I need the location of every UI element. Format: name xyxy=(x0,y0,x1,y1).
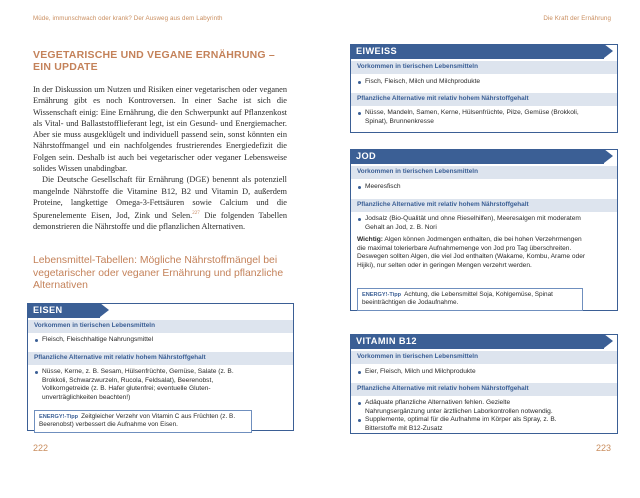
eisen-alternative-label: Pflanzliche Alternative mit relativ hohem Nährstoffgehalt xyxy=(28,352,293,365)
jod-alternative-list xyxy=(351,212,617,232)
paragraph-1: In der Diskussion um Nutzen und Risiken einer vegetarischen oder veganen Ernährung gibt es noch Kontroversen. In einer Sache ist sich die Wissenschaft einig: Eine Ernährung, die den Schwerpunkt auf Pflanzenkost als Vital- und Ballaststofflieferant legt, ist ein Gesund- und Energiemacher. Aber sie muss ausgeklügelt und individuell passend sein, sonst könnten ein Nährstoffmangel und ein nachfolgendes frustrierendes Energiedefizit die Folgen sein. Deshalb ist auch bei vegetarischer oder veganer Lebensweise solides Wissen unabdingbar. xyxy=(33,85,287,174)
table-sub-heading: Lebensmittel-Tabellen: Mögliche Nährstoffmängel bei vegetarischer oder veganer Ernährung und pflanzliche Alternativen xyxy=(33,255,284,291)
vitamin-b12-title: VITAMIN B12 xyxy=(350,334,604,349)
list-item: Eier, Fleisch, Milch und Milchprodukte xyxy=(365,368,611,377)
paragraph-2 xyxy=(33,174,287,232)
jod-tip-box xyxy=(357,288,583,311)
running-head-left: Müde, immunschwach oder krank? Der Ausweg aus dem Labyrinth xyxy=(33,15,223,22)
paragraph-2-end: Die folgenden Tabellen demonstrieren die Nährstoffe und die pflanzlichen Alternativen. xyxy=(33,211,287,232)
paragraph-2-text: Die Deutsche Gesellschaft für Ernährung (DGE) benennt als potenziell mangelnde Nährstoffe die Vitamine B12, B2 und Vitamin D, außerdem Proteine, langkettige Omega-3-Fettsäuren sowie Calcium und die Spurenelemente Eisen, Jod, Zink und Selen. xyxy=(33,175,287,221)
vitamin-b12-occurrence-label: Vorkommen in tierischen Lebensmitteln xyxy=(351,351,617,364)
jod-title: JOD xyxy=(350,149,604,164)
section-title: VEGETARISCHE UND VEGANE ERNÄHRUNG – EIN UPDATE xyxy=(33,49,275,73)
list-item: Nüsse, Kerne, z. B. Sesam, Hülsenfrüchte, Gemüse, Salate (z. B. Brokkoli, Schwarzwurzeln, Rucola, Feldsalat), Beerenobst, Vollkorngetreide (z. B. Hafer glutenfrei; eventuelle Gluten-unverträglichkeiten beachten!) xyxy=(42,368,253,402)
jod-alternative-label: Pflanzliche Alternative mit relativ hohem Nährstoffgehalt xyxy=(351,199,617,212)
eiweiss-alternative-list xyxy=(351,106,617,126)
right-page xyxy=(320,0,640,498)
eiweiss-occurrence-label: Vorkommen in tierischen Lebensmitteln xyxy=(351,61,617,74)
eisen-title: EISEN xyxy=(27,303,100,318)
eisen-alternative-list xyxy=(28,365,293,402)
list-item: Jodsalz (Bio-Qualität und ohne Rieselhilfen), Meeresalgen mit moderatem Gehalt an Jod, z. B. Nori xyxy=(365,215,583,232)
important-label: Wichtig: xyxy=(357,236,383,243)
important-text: Algen können Jodmengen enthalten, die bei hohen Verzehrmengen die maximal tolerierbare Aufnahmemenge von Jod pro Tag überschreiten. Deswegen sollten Algen, die viel Jod enthalten (Wakame, Kombu, Arame oder Hijiki), nur selten oder in geringen Mengen verzehrt werden. xyxy=(357,236,586,269)
jod-occurrence-list xyxy=(351,180,617,192)
body-text xyxy=(33,84,287,233)
eiweiss-occurrence-list xyxy=(351,75,617,87)
tip-label: ENERGY!-Tipp xyxy=(39,414,79,420)
list-item: Adäquate pflanzliche Alternativen fehlen. Gezielte Nahrungsergänzung unter ärztlichen Laborkontrollen notwendig. xyxy=(365,399,567,416)
page-number-left: 222 xyxy=(33,443,49,453)
tip-text: Achtung, die Lebensmittel Soja, Kohlgemüse, Spinat beeinträchtigen die Jodaufnahme. xyxy=(362,291,553,307)
vitamin-b12-box xyxy=(350,334,618,434)
eisen-occurrence-list xyxy=(28,333,293,345)
vitamin-b12-alternative-label: Pflanzliche Alternative mit relativ hohem Nährstoffgehalt xyxy=(351,383,617,396)
eisen-occurrence-label: Vorkommen in tierischen Lebensmitteln xyxy=(28,320,293,333)
list-item: Fisch, Fleisch, Milch und Milchprodukte xyxy=(365,78,611,87)
vitamin-b12-alternative-list xyxy=(351,396,617,433)
jod-important-note xyxy=(357,236,589,270)
eisen-tip-box xyxy=(34,410,252,433)
tip-text: Zeitgleicher Verzehr von Vitamin C aus Früchten (z. B. Beerenobst) verbessert die Aufnahme von Eisen. xyxy=(39,413,236,429)
jod-occurrence-label: Vorkommen in tierischen Lebensmitteln xyxy=(351,166,617,179)
list-item: Fleisch, Fleischhaltige Nahrungsmittel xyxy=(42,336,287,345)
tip-label: ENERGY!-Tipp xyxy=(362,292,402,298)
eisen-box xyxy=(27,303,294,431)
eiweiss-alternative-label: Pflanzliche Alternative mit relativ hohem Nährstoffgehalt xyxy=(351,93,617,106)
jod-box xyxy=(350,149,618,311)
page-number-right: 223 xyxy=(595,443,611,453)
list-item: Nüsse, Mandeln, Samen, Kerne, Hülsenfrüchte, Pilze, Gemüse (Brokkoli, Spinat), Brunnenkresse xyxy=(365,109,597,126)
eiweiss-title: EIWEISS xyxy=(350,44,604,59)
eiweiss-box xyxy=(350,44,618,133)
vitamin-b12-occurrence-list xyxy=(351,365,617,377)
list-item: Meeresfisch xyxy=(365,183,611,192)
list-item: Supplemente, optimal für die Aufnahme im Körper als Spray, z. B. Bitterstoffe mit B12-Zusatz xyxy=(365,416,567,433)
running-head-right: Die Kraft der Ernährung xyxy=(543,15,611,22)
footnote-ref[interactable]: 227 xyxy=(192,211,200,217)
